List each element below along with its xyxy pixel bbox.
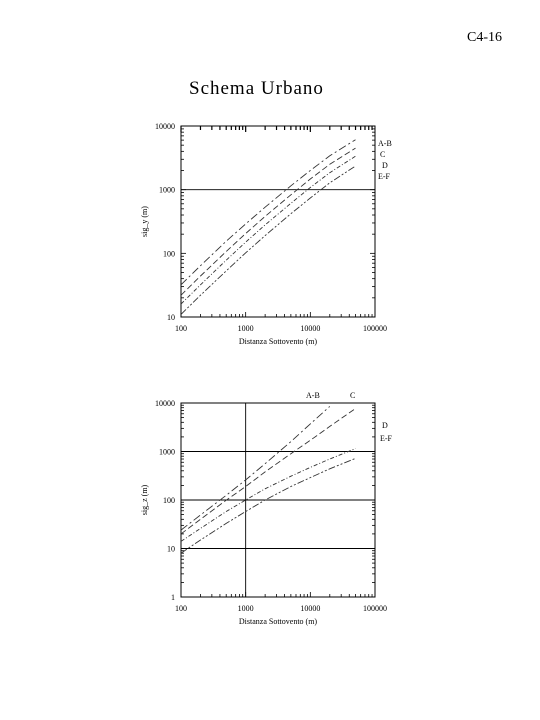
series-label-d: D — [382, 161, 388, 170]
series-label-e-f: E-F — [380, 434, 392, 443]
page-number: C4-16 — [467, 30, 502, 45]
x-axis-label: Distanza Sottovento (m) — [238, 337, 318, 346]
y-tick-label: 10000 — [155, 399, 175, 408]
x-tick-label: 100 — [175, 324, 187, 333]
y-tick-label: 10 — [167, 544, 175, 554]
x-axis-label: Distanza Sottovento (m) — [238, 617, 318, 626]
series-label-c: C — [380, 150, 386, 159]
series-line-c — [181, 409, 356, 534]
x-tick-label: 100 — [175, 604, 187, 613]
x-tick-label: 1000 — [237, 604, 254, 613]
section-title: Schema Urbano — [189, 78, 324, 99]
x-tick-label: 10000 — [300, 604, 321, 613]
x-tick-label: 10000 — [300, 324, 321, 333]
y-tick-label: 10 — [167, 313, 175, 322]
series-line-e-f — [181, 458, 356, 553]
y-tick-label: 100 — [163, 249, 175, 259]
y-tick-label: 1 — [171, 593, 175, 602]
series-line-d — [181, 449, 356, 542]
series-label-a-b: A-B — [378, 139, 392, 148]
x-tick-label: 100000 — [363, 324, 387, 333]
series-label-d: D — [382, 421, 388, 430]
series-label-e-f: E-F — [378, 172, 390, 181]
y-tick-label: 1000 — [159, 447, 175, 457]
y-axis-label: sig_z (m) — [140, 484, 149, 516]
y-axis-label: sig_y (m) — [140, 206, 149, 237]
y-tick-label: 1000 — [159, 185, 175, 195]
x-tick-label: 1000 — [237, 324, 254, 333]
x-tick-label: 100000 — [363, 604, 387, 613]
series-label-a-b: A-B — [306, 391, 320, 400]
y-tick-label: 100 — [163, 496, 175, 505]
series-label-c: C — [350, 391, 356, 400]
y-tick-label: 10000 — [155, 122, 175, 131]
